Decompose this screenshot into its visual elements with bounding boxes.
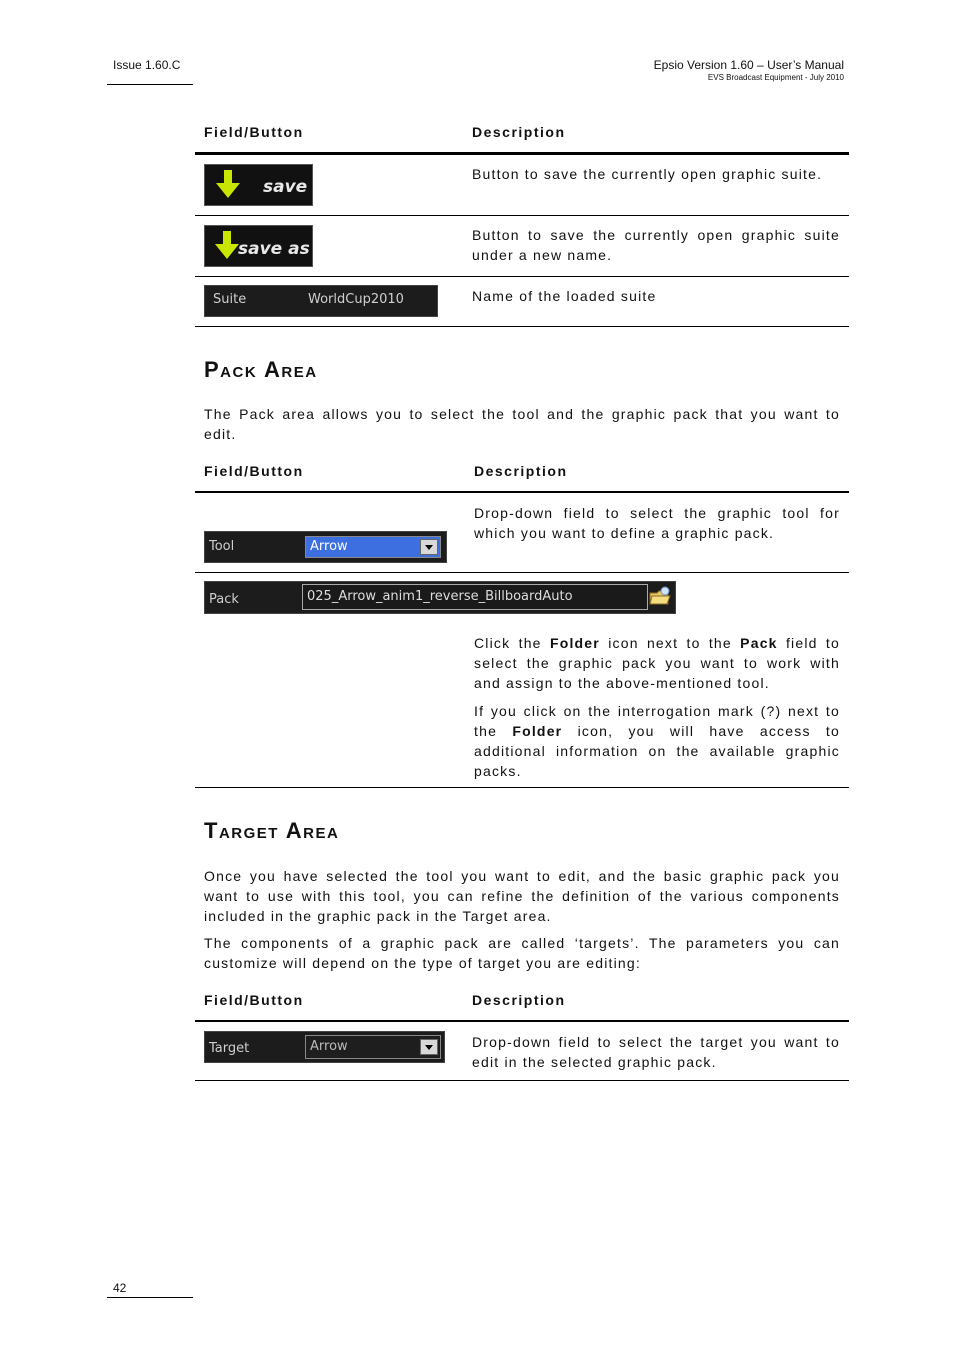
target-area-para2: The components of a graphic pack are called ‘targets’. The parameters you can customize will depend on the type of target you are editing: xyxy=(204,935,840,971)
target-dropdown-value: Arrow xyxy=(310,1039,348,1054)
row-rule xyxy=(195,215,849,216)
pack-table-header-rule xyxy=(195,491,849,493)
chevron-down-icon[interactable] xyxy=(420,1039,438,1055)
pack-area-heading: Pack Area xyxy=(204,357,318,382)
pack-area-intro: The Pack area allows you to select the tool and the graphic pack that you want to edit. xyxy=(204,406,840,442)
target-table-col-desc: Description xyxy=(472,992,566,1008)
save-button-desc: Button to save the currently open graphic suite. xyxy=(472,166,823,182)
tool-field-label: Tool xyxy=(209,539,235,554)
save-as-button-desc: Button to save the currently open graphic suite under a new name. xyxy=(472,227,840,263)
suite-field-value: WorldCup2010 xyxy=(308,292,404,307)
target-field-label: Target xyxy=(209,1041,250,1056)
target-field xyxy=(204,1031,445,1063)
table1-bottom-rule xyxy=(195,326,849,327)
pack-field-value: 025_Arrow_anim1_reverse_BillboardAuto xyxy=(307,589,573,604)
row-rule xyxy=(195,572,849,573)
publisher-line: EVS Broadcast Equipment - July 2010 xyxy=(707,73,844,82)
page-number: 42 xyxy=(113,1281,127,1295)
pack-field-desc-1: Click the Folder icon next to the Pack field to select the graphic pack you want to work with and assign to the above-mentioned tool. xyxy=(474,635,840,691)
tool-dropdown-value: Arrow xyxy=(310,539,348,554)
pack-field-desc-2: If you click on the interrogation mark (?) next to the Folder icon, you will have access to additional information on the available graphic packs. xyxy=(474,703,840,779)
pack-field-label: Pack xyxy=(209,592,239,607)
suite-field-label: Suite xyxy=(213,292,247,307)
save-button[interactable] xyxy=(204,164,313,206)
tool-field-desc: Drop-down field to select the graphic tool for which you want to define a graphic pack. xyxy=(474,505,840,541)
target-table-header-rule xyxy=(195,1020,849,1022)
table1-col-field: Field/Button xyxy=(204,124,304,140)
tool-field xyxy=(204,531,447,563)
target-field-desc: Drop-down field to select the target you want to edit in the selected graphic pack. xyxy=(472,1034,840,1070)
pack-input[interactable] xyxy=(302,584,648,610)
target-dropdown[interactable] xyxy=(305,1035,441,1059)
pack-table-bottom-rule xyxy=(195,787,849,788)
suite-field-desc: Name of the loaded suite xyxy=(472,288,657,304)
pack-field xyxy=(204,581,676,614)
table1-header-rule xyxy=(195,152,849,155)
pack-table-col-field: Field/Button xyxy=(204,463,304,479)
green-down-arrow-icon xyxy=(214,231,240,261)
header-rule xyxy=(107,84,193,85)
target-area-heading: Target Area xyxy=(204,818,340,843)
tool-dropdown[interactable] xyxy=(305,536,441,558)
target-table-col-field: Field/Button xyxy=(204,992,304,1008)
save-as-button-label: save as xyxy=(238,239,310,259)
suite-field xyxy=(204,285,438,317)
green-down-arrow-icon xyxy=(215,170,241,200)
pack-table-col-desc: Description xyxy=(474,463,568,479)
manual-title: Epsio Version 1.60 – User’s Manual xyxy=(653,58,844,72)
chevron-down-icon[interactable] xyxy=(420,539,438,555)
footer-rule xyxy=(107,1297,193,1298)
target-area-para1: Once you have selected the tool you want to edit, and the basic graphic pack you want to use with this tool, you can refine the definition of the various components included in the graphic pack in the Target area. xyxy=(204,868,840,924)
row-rule xyxy=(195,276,849,277)
table1-col-desc: Description xyxy=(472,124,566,140)
target-table-bottom-rule xyxy=(195,1080,849,1081)
save-button-label: save xyxy=(263,177,308,197)
issue-label: Issue 1.60.C xyxy=(113,58,181,72)
folder-icon[interactable] xyxy=(648,585,672,609)
save-as-button[interactable] xyxy=(204,225,313,267)
